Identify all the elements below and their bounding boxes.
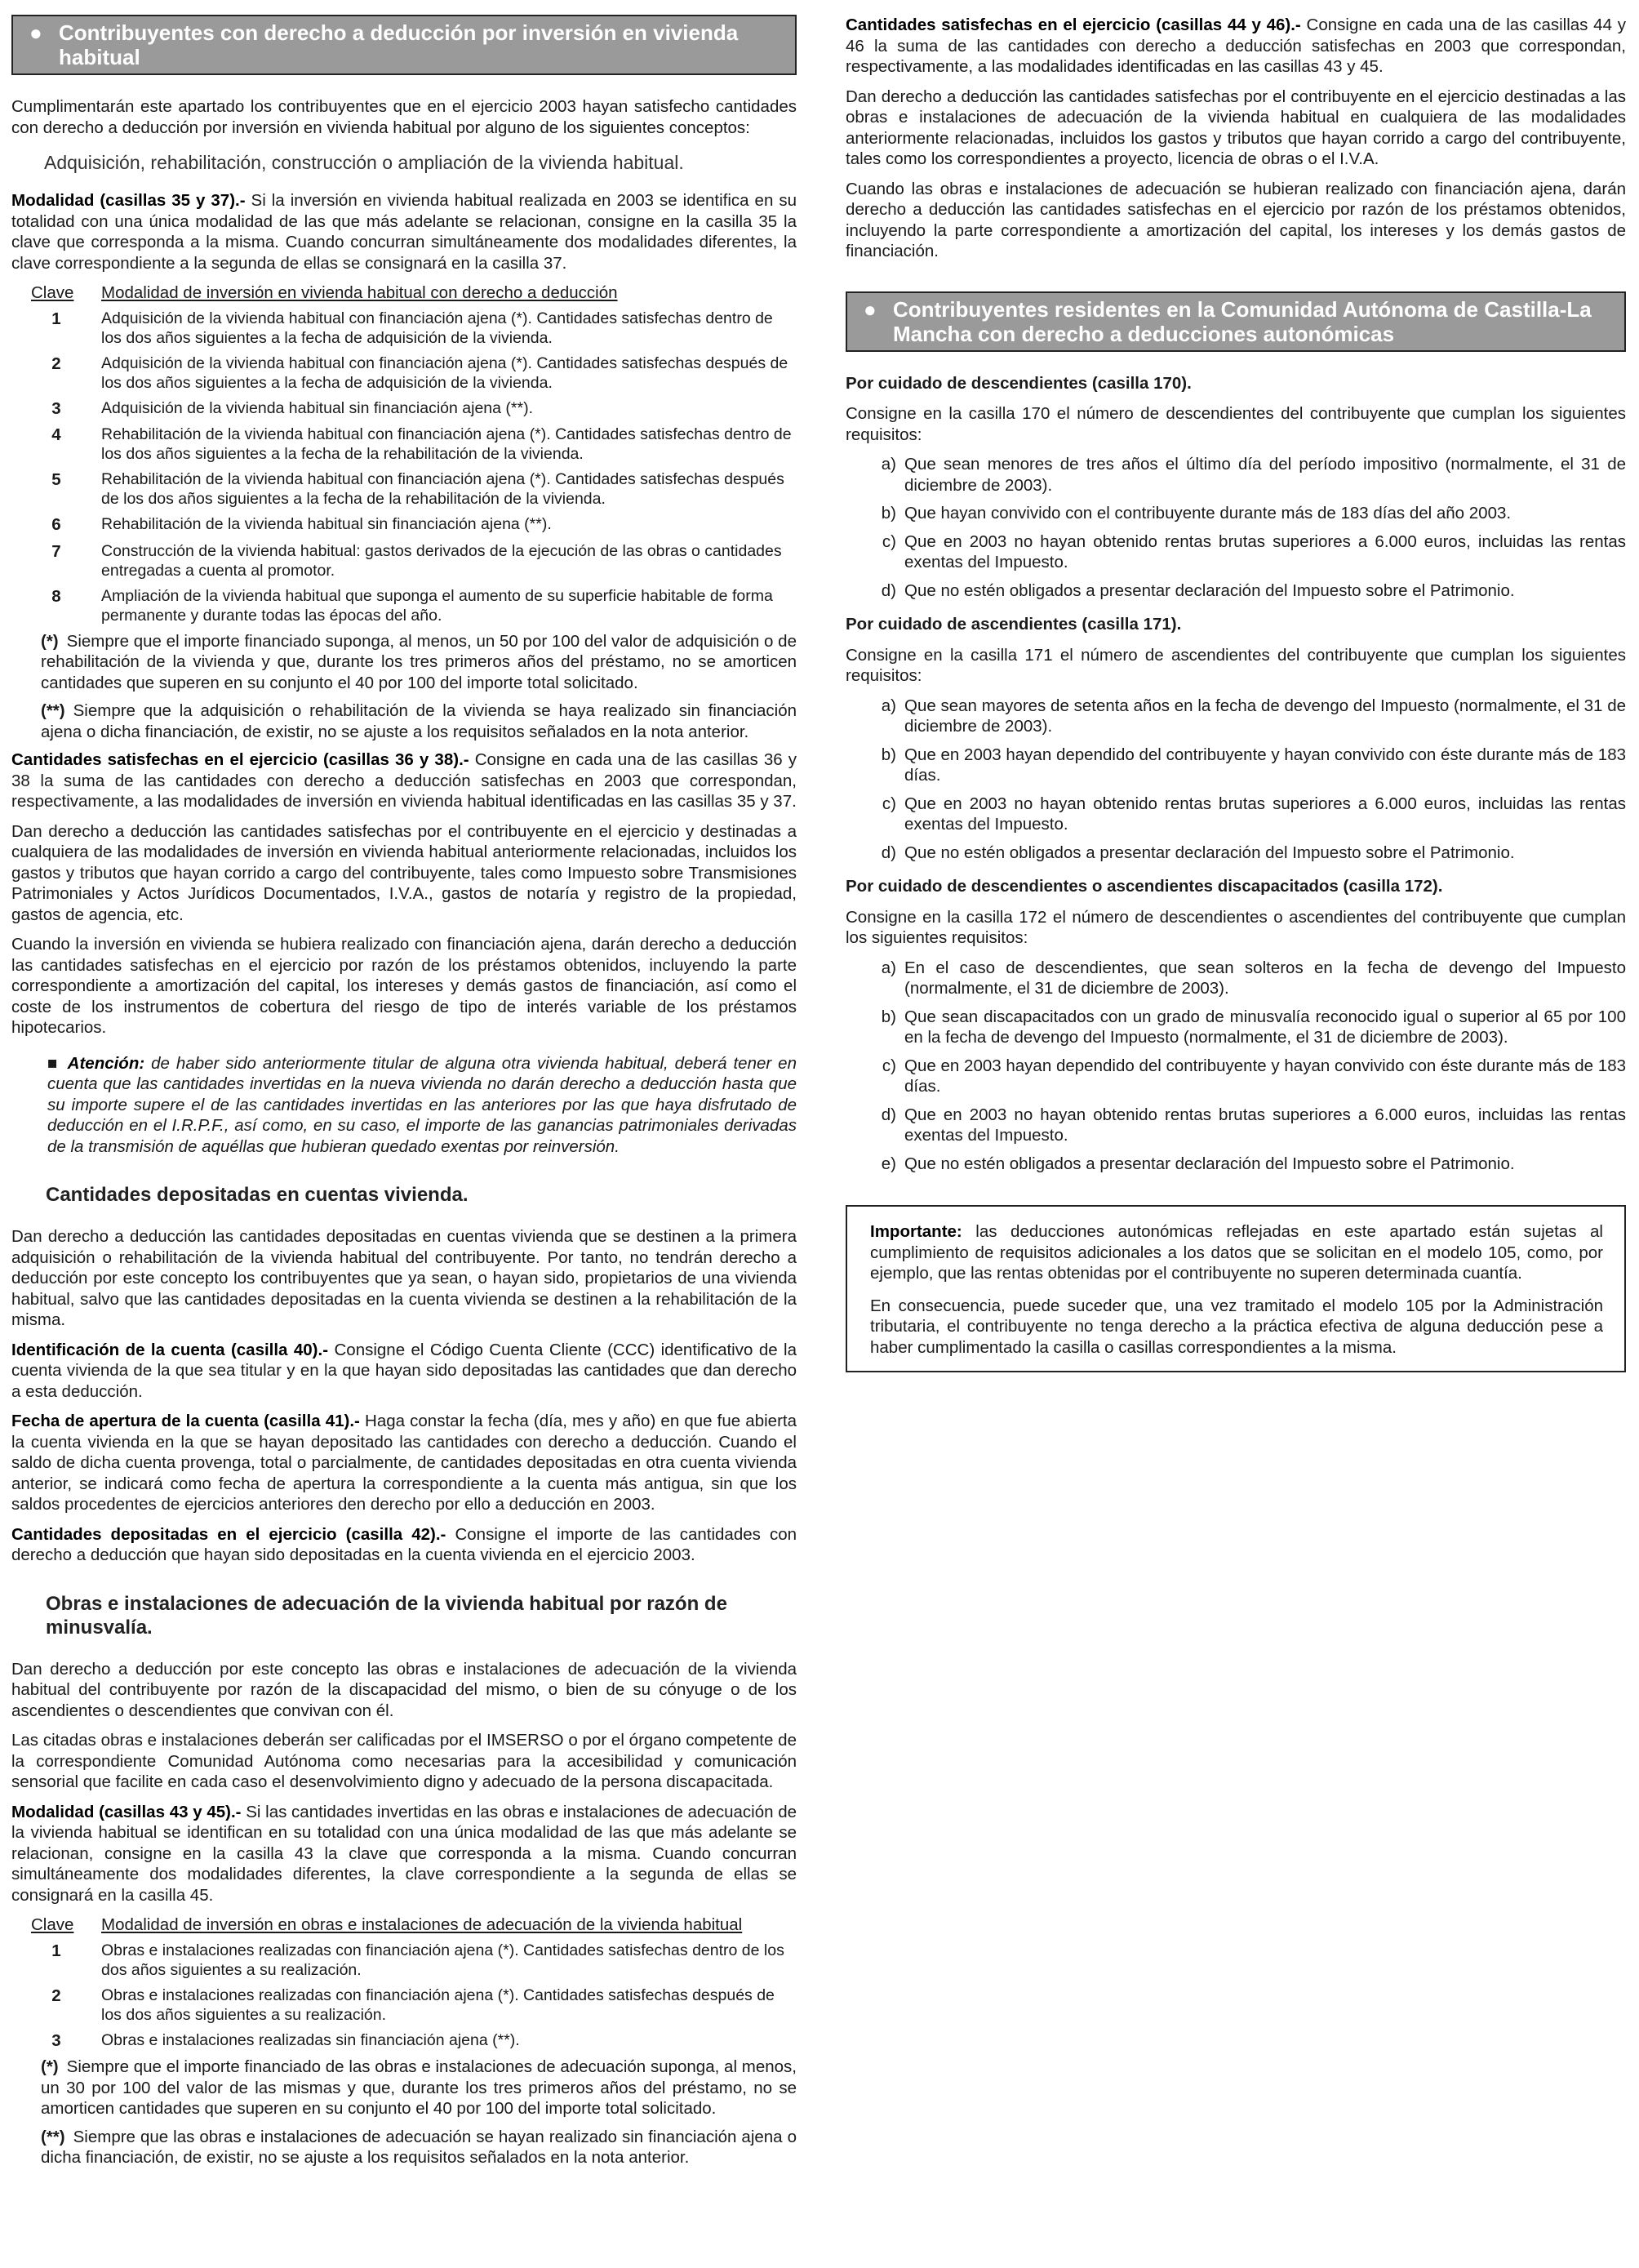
requirement-item <box>846 1007 1626 1048</box>
footnote-key: (**) <box>41 701 65 720</box>
modalidad-row <box>11 586 797 625</box>
obras-paragraph: Las citadas obras e instalaciones deberán ser calificadas por el IMSERSO o por el órgano competente de la correspondiente Comunidad Autónoma como necesarias para la accesibilidad y comunicación sensorial que facilite en cada caso el desenvolvimiento digno y adecuado de la persona discapacitada. <box>11 1731 797 1791</box>
footnote-text: Siempre que la adquisición o rehabilitación de la vivienda se haya realizado sin financiación ajena o dicha financiación, de existir, no se ajuste a los requisitos señalados en la nota anterior. <box>41 701 797 741</box>
section-header-castilla-la-mancha <box>846 291 1626 352</box>
paragraph-text: Consigne el importe de las cantidades con derecho a deducción que hayan sido depositadas en la cuenta vivienda en el ejercicio 2003. <box>11 1524 797 1564</box>
footnote-key: (**) <box>41 2127 65 2146</box>
footnote <box>41 2127 797 2168</box>
ascendientes-text: Consigne en la casilla 171 el número de ascendientes del contribuyente que cumplan los siguientes requisitos: <box>846 645 1626 685</box>
obras-row <box>11 1941 797 1980</box>
discapacitados-text: Consigne en la casilla 172 el número de descendientes o ascendientes del contribuyente que cumplan los siguientes requisitos: <box>846 907 1626 947</box>
depositadas-paragraph <box>11 1524 797 1566</box>
ascendientes-requirements <box>846 696 1626 864</box>
modalidad-row <box>11 469 797 509</box>
bullet-icon: ● <box>29 20 42 45</box>
obras-row-text: Obras e instalaciones realizadas sin financiación ajena (**). <box>101 2030 520 2049</box>
right-column <box>846 15 1626 1372</box>
obras-paragraph: Dan derecho a deducción por este concepto las obras e instalaciones de adecuación de la vivienda habitual del contribuyente por razón de la discapacidad del mismo, o bien de su cónyuge o de los ascendientes o descendientes que convivan con él. <box>11 1659 797 1720</box>
paragraph-text: Consigne en cada una de las casillas 44 y 46 la suma de las cantidades con derecho a deducción satisfechas en 2003 que correspondan, respectivamente, a las modalidades identificadas en las casillas 43 y 45. <box>846 16 1626 76</box>
requirement-item-text: Que en 2003 hayan dependido del contribuyente y hayan convivido con éste durante más de 183 días. <box>904 745 1626 785</box>
modalidad-row-text: Rehabilitación de la vivienda habitual sin financiación ajena (**). <box>101 515 552 533</box>
subheading-obras: Obras e instalaciones de adecuación de la vivienda habitual por razón de minusvalía. <box>46 1592 727 1639</box>
paragraph-title: Modalidad (casillas 35 y 37).- <box>11 191 246 210</box>
modalidad-row-text: Adquisición de la vivienda habitual con financiación ajena (*). Cantidades satisfechas después de los dos años siguientes a la fecha de adquisición de la vivienda. <box>101 354 788 392</box>
bullet-icon: ● <box>864 296 877 322</box>
requirement-item-key: c) <box>882 794 896 813</box>
modalidad-row <box>11 425 797 464</box>
footnote-text: Siempre que el importe financiado de las obras e instalaciones de adecuación suponga, al menos, un 30 por 100 del valor de las mismas y que, durante los tres primeros años del préstamo, no se amorticen cantidades que superen en su conjunto el 40 por 100 del importe total solicitado. <box>41 2057 797 2118</box>
requirement-item-text: Que no estén obligados a presentar declaración del Impuesto sobre el Patrimonio. <box>904 843 1515 862</box>
modalidad-row <box>11 514 797 536</box>
paragraph-title: Cantidades satisfechas en el ejercicio (casillas 36 y 38).- <box>11 750 469 769</box>
key-column-header: Clave <box>31 283 74 302</box>
requirement-item-key: c) <box>882 1056 896 1075</box>
requirement-item-text: Que no estén obligados a presentar declaración del Impuesto sobre el Patrimonio. <box>904 1154 1515 1173</box>
obras-row <box>11 1986 797 2025</box>
modalidad-row-text: Rehabilitación de la vivienda habitual con financiación ajena (*). Cantidades satisfechas después de los dos años siguientes a la fecha de la rehabilitación de la vivienda. <box>101 470 784 508</box>
requirement-item-text: Que en 2003 no hayan obtenido rentas brutas superiores a 6.000 euros, incluidas las rentas exentas del Impuesto. <box>904 531 1626 571</box>
modalidad-row-text: Construcción de la vivienda habitual: gastos derivados de la ejecución de las obras o cantidades entregadas a cuenta al promotor. <box>101 541 782 580</box>
descendientes-text: Consigne en la casilla 170 el número de descendientes del contribuyente que cumplan los siguientes requisitos: <box>846 404 1626 444</box>
footnote-text: Siempre que las obras e instalaciones de adecuación se hayan realizado sin financiación ajena o dicha financiación, de existir, no se ajuste a los requisitos señalados en la nota anterior. <box>41 2127 797 2167</box>
key-column-header: Clave <box>31 1915 74 1934</box>
obras-table <box>11 1941 797 2052</box>
modalidad-row-key: 4 <box>51 425 61 444</box>
requirement-item-key: b) <box>881 745 896 764</box>
discapacitados-title: Por cuidado de descendientes o ascendientes discapacitados (casilla 172). <box>846 877 1443 896</box>
financing-paragraph: Cuando la inversión en vivienda se hubiera realizado con financiación ajena, darán derecho a deducción las cantidades satisfechas en el ejercicio por razón de los préstamos obtenidos, incluyendo la parte correspondiente a amortización del capital, los intereses y demás gastos de financiación, así como el coste de los instrumentos de cobertura del riesgo de tipo de interés variable de los préstamos hipotecarios. <box>11 935 797 1037</box>
paragraph-text: Si las cantidades invertidas en las obras e instalaciones de adecuación de la vivienda habitual se identifican en su totalidad con una única modalidad de las que más adelante se relacionan, consigne en la casilla 43 la clave que corresponda a la misma. Cuando concurran simultáneamente dos modalidades diferentes, la clave correspondiente a la segunda de ellas se consignará en la casilla 45. <box>11 1802 797 1905</box>
descendientes-requirements <box>846 454 1626 601</box>
requirement-item-text: Que en 2003 no hayan obtenido rentas brutas superiores a 6.000 euros, incluidas las rentas exentas del Impuesto. <box>904 794 1626 834</box>
cuentas-paragraph: Dan derecho a deducción las cantidades depositadas en cuentas vivienda que se destinen a la primera adquisición o rehabilitación de la vivienda habitual del contribuyente. Por tanto, no tendrán derecho a deducción por este concepto los contribuyentes que ya sean, o hayan sido, propietarios de una vivienda habitual, salvo que las cantidades depositadas en la cuenta vivienda se destinen a la rehabilitación de la misma. <box>11 1227 797 1329</box>
modalidad-row-key: 2 <box>51 354 61 373</box>
requirement-item-key: e) <box>881 1154 896 1173</box>
paragraph-title: Cantidades satisfechas en el ejercicio (casillas 44 y 46).- <box>846 16 1301 34</box>
obras-row-text: Obras e instalaciones realizadas con financiación ajena (*). Cantidades satisfechas después de los dos años siguientes a su realización. <box>101 1986 775 2024</box>
obras-row-key: 3 <box>51 2030 61 2050</box>
requirement-item-text: En el caso de descendientes, que sean solteros en la fecha de devengo del Impuesto (normalmente, el 31 de diciembre de 2003). <box>904 958 1626 998</box>
subheading-cuentas-vivienda: Cantidades depositadas en cuentas vivienda. <box>46 1184 469 1206</box>
requirement-item-key: a) <box>881 696 896 715</box>
ascendientes-title: Por cuidado de ascendientes (casilla 171). <box>846 615 1182 634</box>
important-label: Importante: <box>870 1222 962 1241</box>
important-notice-box <box>846 1205 1626 1372</box>
cantidades2-paragraph <box>846 15 1626 78</box>
footnote <box>41 631 797 694</box>
requirement-item <box>846 745 1626 786</box>
requirement-item-text: Que no estén obligados a presentar declaración del Impuesto sobre el Patrimonio. <box>904 580 1515 600</box>
requirement-item-text: Que sean mayores de setenta años en la fecha de devengo del Impuesto (normalmente, el 31 de diciembre de 2003). <box>904 696 1626 736</box>
discapacitados-requirements <box>846 958 1626 1175</box>
requirement-item <box>846 503 1626 524</box>
requirement-item-key: d) <box>881 1105 896 1124</box>
requirement-item-key: b) <box>881 504 896 523</box>
modalidad-table <box>11 309 797 625</box>
attention-label: Atención: <box>67 1053 145 1073</box>
modalidad-row-key: 8 <box>51 586 61 606</box>
modalidad-row-text: Ampliación de la vivienda habitual que suponga el aumento de su superficie habitable de forma permanente y durante todas las épocas del año. <box>101 586 773 625</box>
requirement-item-key: a) <box>881 455 896 474</box>
attention-text: de haber sido anteriormente titular de alguna otra vivienda habitual, deberá tener en cuenta que las cantidades invertidas en la nueva vivienda no darán derecho a deducción hasta que su importe supere el de las cantidades invertidas en las anteriores por las que haya disfrutado de deducción en el I.R.P.F., así como, en su caso, el importe de las ganancias patrimoniales derivadas de la transmisión de aquéllas que hubieran quedado exentas por reinversión. <box>47 1053 797 1156</box>
description-column-header: Modalidad de inversión en vivienda habitual con derecho a deducción <box>101 283 618 302</box>
left-column <box>11 15 797 2176</box>
modalidad-row-text: Rehabilitación de la vivienda habitual con financiación ajena (*). Cantidades satisfechas dentro de los dos años siguientes a la fecha de la rehabilitación de la vivienda. <box>101 425 792 463</box>
attention-note <box>47 1053 797 1158</box>
modalidad-row-key: 7 <box>51 541 61 561</box>
modalidad-row-key: 1 <box>51 309 61 328</box>
requirement-item <box>846 958 1626 999</box>
section-header-vivienda <box>11 15 797 75</box>
cantidades-paragraph <box>11 749 797 812</box>
footnote-key: (*) <box>41 631 59 651</box>
descendientes-title: Por cuidado de descendientes (casilla 170). <box>846 373 1192 393</box>
requirement-item-key: c) <box>882 531 896 551</box>
requirement-item <box>846 696 1626 737</box>
intro-paragraph: Cumplimentarán este apartado los contribuyentes que en el ejercicio 2003 hayan satisfecho cantidades con derecho a deducción por inversión en vivienda habitual por alguno de los siguientes conceptos: <box>11 97 797 137</box>
requirement-item <box>846 843 1626 864</box>
requirement-item <box>846 531 1626 573</box>
paragraph-title: Identificación de la cuenta (casilla 40).- <box>11 1340 329 1359</box>
identificacion-paragraph <box>11 1340 797 1403</box>
concept-line: Adquisición, rehabilitación, construcción o ampliación de la vivienda habitual. <box>44 152 684 173</box>
modalidad-row <box>11 541 797 580</box>
modalidad-row-text: Adquisición de la vivienda habitual sin financiación ajena (**). <box>101 398 533 417</box>
modalidad-row-key: 5 <box>51 470 61 489</box>
description-column-header: Modalidad de inversión en obras e instalaciones de adecuación de la vivienda habitual <box>101 1915 743 1934</box>
modalidad-row <box>11 309 797 348</box>
requirement-item-text: Que sean discapacitados con un grado de minusvalía reconocido igual o superior al 65 por 100 en la fecha de devengo del Impuesto (normalmente, el 31 de diciembre de 2003). <box>904 1007 1626 1047</box>
obras-row-text: Obras e instalaciones realizadas con financiación ajena (*). Cantidades satisfechas dentro de los dos años siguientes a su realización. <box>101 1941 784 1979</box>
footnote <box>41 700 797 742</box>
requirement-item-text: Que sean menores de tres años el último día del período impositivo (normalmente, el 31 de diciembre de 2003). <box>904 455 1626 495</box>
obras-row <box>11 2030 797 2052</box>
footnote <box>41 2057 797 2119</box>
paragraph-title: Cantidades depositadas en el ejercicio (casilla 42).- <box>11 1524 446 1544</box>
deduction-paragraph: Dan derecho a deducción las cantidades satisfechas por el contribuyente en el ejercicio y destinadas a cualquiera de las modalidades de inversión en vivienda habitual anteriormente relacionadas, incluidos los gastos y tributos que hayan corrido a cargo del contribuyente, tales como Impuesto sobre Transmisiones Patrimoniales y Actos Jurídicos Documentados, I.V.A., gastos de notaría y registro de la propiedad, gastos de agencia, etc. <box>11 821 797 924</box>
requirement-item-text: Que en 2003 hayan dependido del contribuyente y hayan convivido con éste durante más de 183 días. <box>904 1056 1626 1096</box>
modalidad-row-text: Adquisición de la vivienda habitual con financiación ajena (*). Cantidades satisfechas dentro de los dos años siguientes a la fecha de adquisición de la vivienda. <box>101 309 773 347</box>
modalidad-row <box>11 354 797 393</box>
footnote-text: Siempre que el importe financiado suponga, al menos, un 50 por 100 del valor de adquisición o de rehabilitación de la vivienda y que, durante los tres primeros años del préstamo, no se amorticen cantidades que superen en su conjunto el 40 por 100 del importe total solicitado. <box>41 631 797 692</box>
requirement-item <box>846 580 1626 602</box>
footnote-key: (*) <box>41 2057 59 2076</box>
section-title: Contribuyentes residentes en la Comunidad Autónoma de Castilla-La Mancha con derecho a deducciones autonómicas <box>893 296 1592 346</box>
requirement-item-text: Que en 2003 no hayan obtenido rentas brutas superiores a 6.000 euros, incluidas las rentas exentas del Impuesto. <box>904 1105 1626 1145</box>
important-text: las deducciones autonómicas reflejadas en este apartado están sujetas al cumplimiento de requisitos adicionales a los datos que se solicitan en el modelo 105, como, por ejemplo, que las rentas obtenidas por el contribuyente no superen determinada cuantía. <box>870 1222 1603 1283</box>
square-bullet-icon: ■ <box>47 1053 60 1073</box>
modalidad-paragraph <box>11 190 797 273</box>
fecha-paragraph <box>11 1411 797 1515</box>
requirement-item-key: d) <box>881 843 896 862</box>
paragraph-text: Haga constar la fecha (día, mes y año) en que fue abierta la cuenta vivienda en la que se hayan depositado las cantidades con derecho a deducción. Cuando el saldo de dicha cuenta provenga, total o parcialmente, de cantidades depositadas en otra cuenta vivienda anterior, se indicará como fecha de apertura la correspondiente a la cuenta más antigua, sin que los saldos procedentes de ejercicios anteriores den derecho por ello a deducción en 2003. <box>11 1412 797 1514</box>
paragraph-title: Modalidad (casillas 43 y 45).- <box>11 1802 242 1821</box>
deduction2-paragraph: Dan derecho a deducción las cantidades satisfechas por el contribuyente en el ejercicio destinadas a las obras e instalaciones de adecuación de la vivienda habitual en cualquiera de las modalidades anteriormente relacionadas, incluidos los gastos y tributos que hayan corrido a cargo del contribuyente, tales como los correspondientes a proyecto, licencia de obras o el I.V.A. <box>846 87 1626 168</box>
table2-header <box>31 1914 797 1936</box>
section-title: Contribuyentes con derecho a deducción por inversión en vivienda habitual <box>59 20 739 69</box>
modalidad-row <box>11 398 797 420</box>
consequence-paragraph: En consecuencia, puede suceder que, una vez tramitado el modelo 105 por la Administración tributaria, el contribuyente no tenga derecho a la práctica efectiva de alguna deducción pese a haber cumplimentado la casilla o casillas correspondientes a la misma. <box>870 1296 1603 1357</box>
requirement-item-key: d) <box>881 580 896 600</box>
requirement-item <box>846 794 1626 835</box>
paragraph-text: Si la inversión en vivienda habitual realizada en 2003 se identifica en su totalidad con una única modalidad de las que más adelante se relacionan, consigne en la casilla 35 la clave que corresponda a la misma. Cuando concurran simultáneamente dos modalidades diferentes, la clave correspondiente a la segunda de ellas se consignará en la casilla 37. <box>11 191 797 273</box>
modalidad-row-key: 6 <box>51 515 61 534</box>
paragraph-text: Consigne el Código Cuenta Cliente (CCC) identificativo de la cuenta vivienda de la que sea titular y en la que hayan sido depositadas las cantidades que dan derecho a esta deducción. <box>11 1340 797 1401</box>
requirement-item <box>846 454 1626 496</box>
modalidad-row-key: 3 <box>51 398 61 418</box>
requirement-item-text: Que hayan convivido con el contribuyente durante más de 183 días del año 2003. <box>904 504 1512 523</box>
requirement-item <box>846 1105 1626 1146</box>
obras-row-key: 2 <box>51 1986 61 2005</box>
modalidad2-paragraph <box>11 1802 797 1906</box>
table1-header <box>31 282 797 304</box>
important-paragraph <box>870 1221 1603 1284</box>
obras-row-key: 1 <box>51 1941 61 1960</box>
requirement-item-key: b) <box>881 1007 896 1026</box>
paragraph-text: Consigne en cada una de las casillas 36 y 38 la suma de las cantidades con derecho a deducción satisfechas en 2003 que correspondan, respectivamente, a las modalidades de inversión en vivienda habitual identificadas en las casillas 35 y 37. <box>11 750 797 811</box>
requirement-item <box>846 1154 1626 1175</box>
requirement-item <box>846 1056 1626 1097</box>
requirement-item-key: a) <box>881 958 896 977</box>
paragraph-title: Fecha de apertura de la cuenta (casilla 41).- <box>11 1412 360 1430</box>
financing2-paragraph: Cuando las obras e instalaciones de adecuación se hubieran realizado con financiación ajena, darán derecho a deducción las cantidades satisfechas en el ejercicio por razón de los préstamos obtenidos, incluyendo la parte correspondiente a amortización del capital, los intereses y los demás gastos de financiación. <box>846 179 1626 260</box>
